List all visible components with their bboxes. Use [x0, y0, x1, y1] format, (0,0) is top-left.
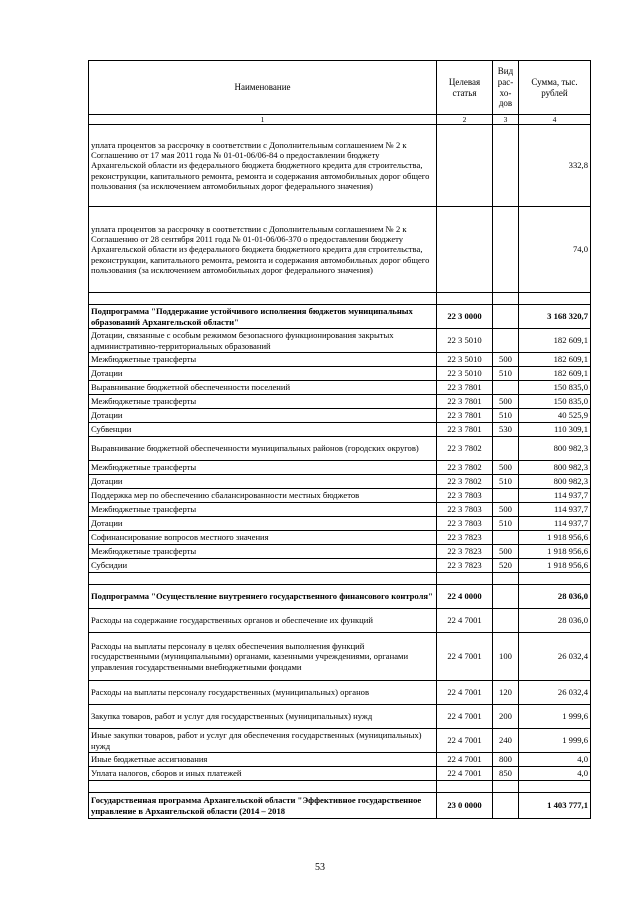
- row-code: 22 3 7802: [437, 437, 493, 461]
- table-row: [89, 423, 591, 437]
- budget-table: [88, 60, 591, 819]
- row-vid: 530: [493, 423, 519, 437]
- row-vid: 510: [493, 475, 519, 489]
- row-code: 22 4 7001: [437, 633, 493, 681]
- row-code: 22 3 7803: [437, 517, 493, 531]
- row-code: 22 3 7801: [437, 381, 493, 395]
- table-row: [89, 681, 591, 705]
- row-sum: 40 525,9: [519, 409, 591, 423]
- row-vid: [493, 125, 519, 207]
- row-name: Дотации: [89, 409, 437, 423]
- row-name: Закупка товаров, работ и услуг для государственных (муниципальных) нужд: [89, 705, 437, 729]
- row-sum: 114 937,7: [519, 489, 591, 503]
- header-code: Целевая статья: [437, 61, 493, 115]
- row-name: уплата процентов за рассрочку в соответствии с Дополнительным соглашением № 2 к Соглашению от 28 сентября 2011 года № 01-01-06/06-370 о предоставлении бюджету Архангельской области из федерального бюджета бюджетного кредита для строительства, реконструкции, капитального ремонта, ремонта и содержания автомобильных дорог общего пользования (за исключением автомобильных дорог федерального значения): [89, 207, 437, 293]
- row-code: 22 3 7823: [437, 531, 493, 545]
- row-code: 22 4 0000: [437, 585, 493, 609]
- spacer-cell: [519, 293, 591, 305]
- row-vid: [493, 585, 519, 609]
- row-code: 22 3 7801: [437, 423, 493, 437]
- spacer-row: [89, 781, 591, 793]
- row-name: Иные бюджетные ассигнования: [89, 753, 437, 767]
- row-code: 22 4 7001: [437, 681, 493, 705]
- row-sum: 1 999,6: [519, 705, 591, 729]
- spacer-row: [89, 293, 591, 305]
- row-sum: 182 609,1: [519, 367, 591, 381]
- row-vid: [493, 531, 519, 545]
- row-vid: [493, 207, 519, 293]
- row-sum: 182 609,1: [519, 353, 591, 367]
- spacer-cell: [437, 573, 493, 585]
- row-code: 22 4 7001: [437, 729, 493, 753]
- row-code: 22 3 7802: [437, 461, 493, 475]
- row-vid: [493, 793, 519, 819]
- row-code: [437, 207, 493, 293]
- row-code: 22 3 7801: [437, 409, 493, 423]
- spacer-cell: [519, 781, 591, 793]
- column-number: 3: [493, 115, 519, 125]
- row-code: 22 3 7803: [437, 503, 493, 517]
- row-sum: 1 918 956,6: [519, 545, 591, 559]
- row-vid: 100: [493, 633, 519, 681]
- row-code: 22 3 0000: [437, 305, 493, 329]
- table-row: [89, 125, 591, 207]
- table-row: [89, 729, 591, 753]
- table-row: [89, 545, 591, 559]
- row-name: Субсидии: [89, 559, 437, 573]
- row-name: Софинансирование вопросов местного значения: [89, 531, 437, 545]
- row-sum: 150 835,0: [519, 381, 591, 395]
- row-code: 22 4 7001: [437, 767, 493, 781]
- row-vid: 510: [493, 367, 519, 381]
- row-code: 22 4 7001: [437, 753, 493, 767]
- row-code: 22 3 7823: [437, 559, 493, 573]
- row-name: Уплата налогов, сборов и иных платежей: [89, 767, 437, 781]
- row-name: Подпрограмма "Поддержание устойчивого исполнения бюджетов муниципальных образований Архангельской области": [89, 305, 437, 329]
- row-sum: 28 036,0: [519, 585, 591, 609]
- row-code: 22 3 7802: [437, 475, 493, 489]
- row-name: Дотации: [89, 517, 437, 531]
- row-vid: 240: [493, 729, 519, 753]
- row-vid: [493, 609, 519, 633]
- row-code: 22 4 7001: [437, 705, 493, 729]
- spacer-cell: [437, 293, 493, 305]
- row-sum: 114 937,7: [519, 517, 591, 531]
- row-name: Межбюджетные трансферты: [89, 353, 437, 367]
- row-vid: [493, 489, 519, 503]
- spacer-cell: [437, 781, 493, 793]
- row-vid: 800: [493, 753, 519, 767]
- row-sum: 800 982,3: [519, 437, 591, 461]
- row-code: 22 3 7823: [437, 545, 493, 559]
- spacer-cell: [493, 781, 519, 793]
- row-name: Расходы на содержание государственных органов и обеспечение их функций: [89, 609, 437, 633]
- row-name: Межбюджетные трансферты: [89, 545, 437, 559]
- row-vid: 500: [493, 545, 519, 559]
- row-vid: 500: [493, 503, 519, 517]
- column-number: 1: [89, 115, 437, 125]
- row-name: Выравнивание бюджетной обеспеченности поселений: [89, 381, 437, 395]
- row-sum: 28 036,0: [519, 609, 591, 633]
- table-row: [89, 409, 591, 423]
- column-number: 2: [437, 115, 493, 125]
- row-vid: 500: [493, 461, 519, 475]
- table-header-row: [89, 61, 591, 115]
- table-row: [89, 367, 591, 381]
- program-row: [89, 305, 591, 329]
- row-vid: 850: [493, 767, 519, 781]
- column-number: 4: [519, 115, 591, 125]
- row-vid: [493, 329, 519, 353]
- row-code: 22 4 7001: [437, 609, 493, 633]
- row-sum: 1 918 956,6: [519, 559, 591, 573]
- program-row: [89, 585, 591, 609]
- row-code: [437, 125, 493, 207]
- column-number-row: [89, 115, 591, 125]
- row-code: 22 3 5010: [437, 329, 493, 353]
- row-sum: 1 999,6: [519, 729, 591, 753]
- spacer-row: [89, 573, 591, 585]
- table-row: [89, 531, 591, 545]
- row-vid: 510: [493, 517, 519, 531]
- table-row: [89, 353, 591, 367]
- header-sum: Сумма, тыс. рублей: [519, 61, 591, 115]
- table-row: [89, 381, 591, 395]
- row-sum: 800 982,3: [519, 461, 591, 475]
- spacer-cell: [493, 573, 519, 585]
- table-row: [89, 503, 591, 517]
- row-vid: 200: [493, 705, 519, 729]
- row-vid: 120: [493, 681, 519, 705]
- row-sum: 4,0: [519, 753, 591, 767]
- table-row: [89, 559, 591, 573]
- row-name: Межбюджетные трансферты: [89, 395, 437, 409]
- spacer-cell: [89, 573, 437, 585]
- spacer-cell: [89, 293, 437, 305]
- row-name: Расходы на выплаты персоналу в целях обеспечения выполнения функций государственными (муниципальными) органами, казенными учреждениями, органами управления государственными внебюджетными фондами: [89, 633, 437, 681]
- row-code: 22 3 5010: [437, 367, 493, 381]
- table-row: [89, 489, 591, 503]
- table-row: [89, 461, 591, 475]
- row-code: 22 3 7803: [437, 489, 493, 503]
- row-sum: 1 918 956,6: [519, 531, 591, 545]
- table-row: [89, 207, 591, 293]
- row-name: Дотации: [89, 475, 437, 489]
- row-sum: 332,8: [519, 125, 591, 207]
- row-name: Выравнивание бюджетной обеспеченности муниципальных районов (городских округов): [89, 437, 437, 461]
- table-row: [89, 767, 591, 781]
- row-name: Межбюджетные трансферты: [89, 461, 437, 475]
- table-row: [89, 633, 591, 681]
- row-name: Межбюджетные трансферты: [89, 503, 437, 517]
- row-sum: 4,0: [519, 767, 591, 781]
- table-row: [89, 609, 591, 633]
- table-row: [89, 517, 591, 531]
- row-sum: 26 032,4: [519, 633, 591, 681]
- row-sum: 800 982,3: [519, 475, 591, 489]
- row-sum: 1 403 777,1: [519, 793, 591, 819]
- row-vid: 500: [493, 353, 519, 367]
- row-name: Дотации: [89, 367, 437, 381]
- spacer-cell: [519, 573, 591, 585]
- page-number: 53: [315, 862, 325, 873]
- table-row: [89, 437, 591, 461]
- row-code: 22 3 7801: [437, 395, 493, 409]
- row-name: Расходы на выплаты персоналу государственных (муниципальных) органов: [89, 681, 437, 705]
- row-sum: 150 835,0: [519, 395, 591, 409]
- program-row: [89, 793, 591, 819]
- row-name: уплата процентов за рассрочку в соответствии с Дополнительным соглашением № 2 к Соглашению от 17 мая 2011 года № 01-01-06/06-84 о предоставлении бюджету Архангельской области из федерального бюджета бюджетного кредита для строительства, реконструкции, капитального ремонта, ремонта и содержания автомобильных дорог общего пользования (за исключением автомобильных дорог федерального значения): [89, 125, 437, 207]
- row-vid: [493, 305, 519, 329]
- row-sum: 3 168 320,7: [519, 305, 591, 329]
- spacer-cell: [493, 293, 519, 305]
- table-body: [89, 125, 591, 819]
- table-row: [89, 753, 591, 767]
- row-name: Государственная программа Архангельской области "Эффективное государственное управление в Архангельской области (2014 – 2018: [89, 793, 437, 819]
- table-row: [89, 395, 591, 409]
- row-name: Подпрограмма "Осуществление внутреннего государственного финансового контроля": [89, 585, 437, 609]
- row-vid: [493, 381, 519, 395]
- row-sum: 182 609,1: [519, 329, 591, 353]
- header-vid: Вид рас- хо- дов: [493, 61, 519, 115]
- row-vid: 510: [493, 409, 519, 423]
- row-name: Дотации, связанные с особым режимом безопасного функционирования закрытых административно-территориальных образований: [89, 329, 437, 353]
- row-sum: 110 309,1: [519, 423, 591, 437]
- table-row: [89, 705, 591, 729]
- row-sum: 26 032,4: [519, 681, 591, 705]
- row-vid: 500: [493, 395, 519, 409]
- table-row: [89, 475, 591, 489]
- row-sum: 114 937,7: [519, 503, 591, 517]
- row-vid: [493, 437, 519, 461]
- spacer-cell: [89, 781, 437, 793]
- row-name: Субвенции: [89, 423, 437, 437]
- row-name: Поддержка мер по обеспечению сбалансированности местных бюджетов: [89, 489, 437, 503]
- row-name: Иные закупки товаров, работ и услуг для обеспечения государственных (муниципальных) нужд: [89, 729, 437, 753]
- row-vid: 520: [493, 559, 519, 573]
- header-name: Наименование: [89, 61, 437, 115]
- row-code: 23 0 0000: [437, 793, 493, 819]
- row-code: 22 3 5010: [437, 353, 493, 367]
- table-row: [89, 329, 591, 353]
- row-sum: 74,0: [519, 207, 591, 293]
